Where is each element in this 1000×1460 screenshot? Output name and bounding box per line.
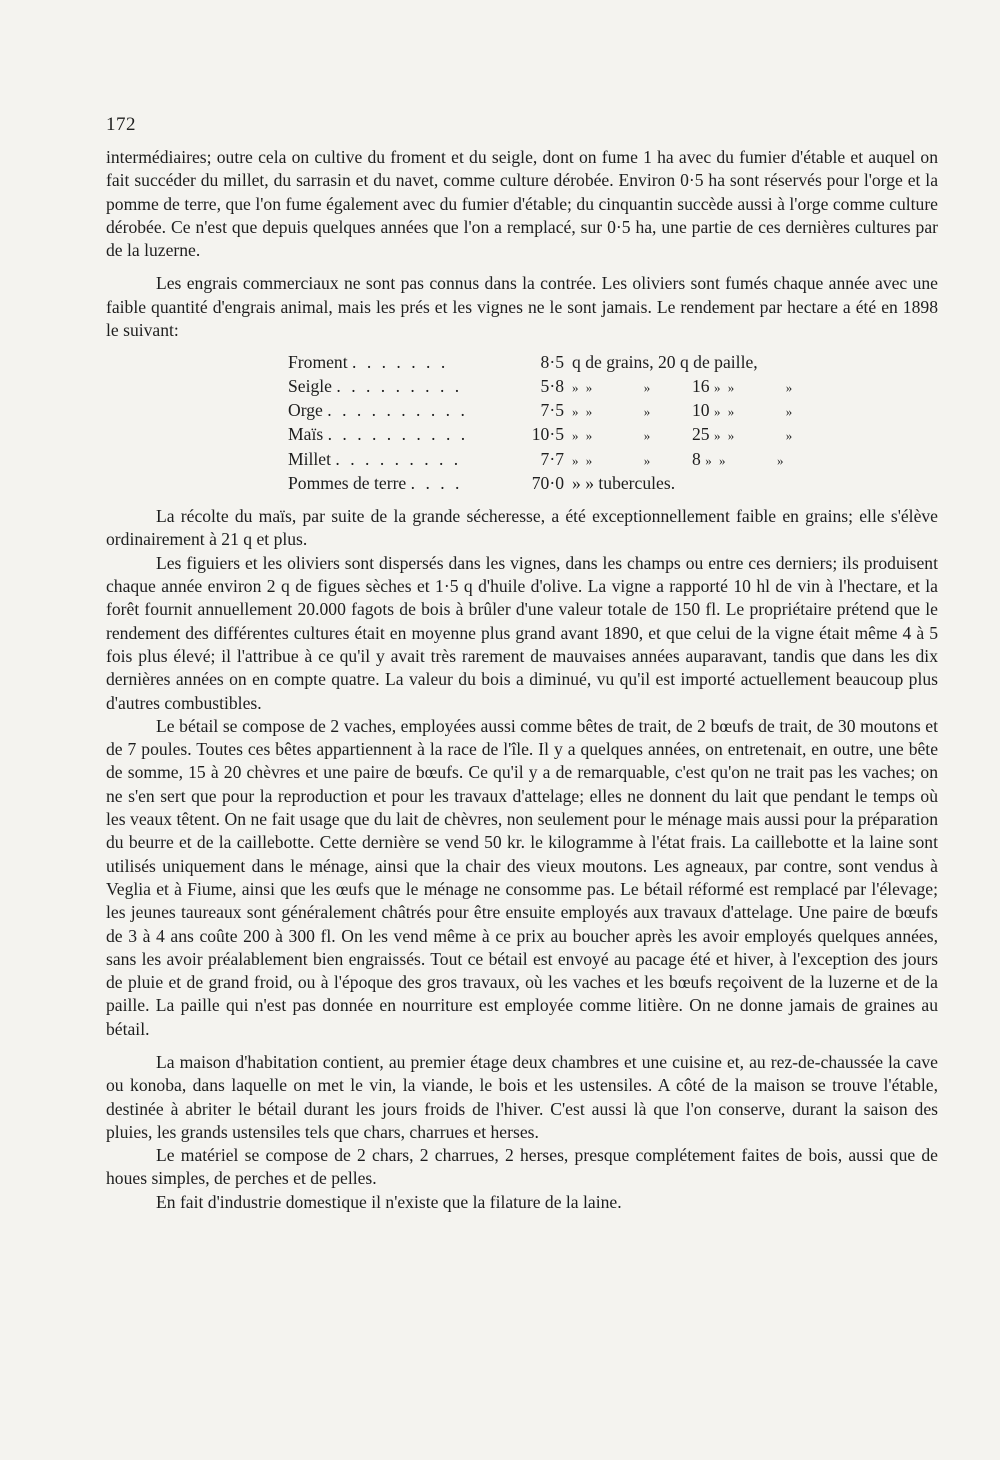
body-text	[106, 146, 938, 1214]
dot-leader: . . . . . . . . .	[335, 448, 462, 469]
yield-description: q de grains, 20 q de paille,	[572, 352, 758, 373]
crop-name: Maïs	[288, 424, 324, 445]
paragraph-fertilizers: Les engrais commerciaux ne sont pas connus dans la contrée. Les oliviers sont fumés chaque année avec une faible quantité d'engrais animal, mais les prés et les vignes ne le sont jamais. Le rendement par hectare a été en 1898 le suivant:	[106, 273, 938, 341]
ditto-mark: »	[643, 403, 651, 419]
ditto-mark: » »	[714, 403, 737, 419]
crop-name: Froment	[288, 352, 348, 373]
yield-amount: 5·8	[540, 375, 564, 396]
straw-amount: 16	[692, 375, 710, 396]
dot-leader: . . . .	[410, 472, 463, 493]
paragraph-livestock: Le bétail se compose de 2 vaches, employées aussi comme bêtes de trait, de 2 bœufs de trait, de 30 moutons et de 7 poules. Toutes ces bêtes appartiennent à la race de l'île. Il y a quelques années, on entretenait, en outre, une bête de somme, 15 à 20 chèvres et une paire de bœufs. Ce qu'il y a de remarquable, c'est qu'on ne trait pas les vaches; on ne s'en sert que pour la reproduction et pour les travaux d'attelage; elles ne donnent du lait que pendant le temps où les veaux têtent. On ne fait usage que du lait de chèvres, non seulement pour le ménage mais aussi pour la préparation du beurre et de la caillebotte. Cette dernière se vend 50 kr. le kilogramme à l'état frais. La caillebotte et la laine sont utilisés uniquement dans le ménage, ainsi que la chair des vieux moutons. Les agneaux, par contre, sont vendus à Veglia et à Fiume, ainsi que les œufs que le ménage ne consomme pas. Le bétail réformé est remplacé par l'élevage; les jeunes taureaux sont généralement châtrés pour être ensuite employés aux travaux d'attelage. Une paire de bœufs de 3 à 4 ans coûte 200 à 300 fl. On les vend même à ce prix au boucher après les avoir employés quelques années, sans les avoir préalablement bien engraissés. Tout ce bétail est envoyé au pacage été et hiver, à l'exception des jours de pluie et de grand froid, ou à l'époque des gros travaux, où les vaches et les bœufs reçoivent de la luzerne et de la paille. La paille qui n'est pas donnée en nourriture est employée comme litière. On ne donne jamais de graines au bétail.	[106, 715, 938, 1039]
ditto-mark: »	[785, 403, 793, 419]
ditto-mark: » »	[714, 379, 737, 395]
yield-description: » » tubercules.	[572, 472, 676, 493]
crop-name: Millet	[288, 448, 332, 469]
paragraph-continuation: intermédiaires; outre cela on cultive du froment et du seigle, dont on fume 1 ha avec du fumier d'étable et auquel on fait succéder du millet, du sarrasin et du navet, comme culture dérobée. Environ 0·5 ha sont réservés pour l'orge et la pomme de terre, que l'on fume également avec du fumier d'étable; du cinquantin succède aussi à l'orge comme culture dérobée. Ce n'est que depuis quelques années que l'on a remplacé, sur 0·5 ha, une partie de ces dernières cultures par de la luzerne.	[106, 147, 938, 261]
crop-name: Seigle	[288, 375, 332, 396]
ditto-mark: »	[643, 452, 651, 468]
table-row	[288, 472, 834, 495]
ditto-mark: » »	[714, 428, 737, 444]
ditto-mark: »	[785, 428, 793, 444]
ditto-mark: »	[776, 452, 784, 468]
yield-amount: 7·5	[540, 399, 564, 420]
dot-leader: . . . . . . .	[352, 352, 449, 373]
table-row	[288, 423, 834, 447]
yields-table	[288, 351, 834, 495]
ditto-mark: » »	[572, 428, 595, 444]
paragraph-home-industry: En fait d'industrie domestique il n'existe que la filature de la laine.	[156, 1191, 622, 1212]
table-row	[288, 351, 834, 374]
crop-name: Pommes de terre	[288, 472, 407, 493]
yield-amount: 8·5	[540, 352, 564, 373]
yield-amount: 7·7	[540, 448, 564, 469]
ditto-mark: » »	[572, 379, 595, 395]
yield-amount: 70·0	[531, 472, 564, 493]
paragraph-dwelling: La maison d'habitation contient, au premier étage deux chambres et une cuisine et, au rez-de-chaussée la cave ou konoba, dans laquelle on met le vin, la viande, le bois et les ustensiles. A côté de la maison se trouve l'étable, destinée à abriter le bétail durant les jours froids de l'hiver. C'est aussi là que l'on conserve, durant la saison des pluies, les grands ustensiles tels que chars, charrues et herses.	[106, 1051, 938, 1142]
paragraph-figs-olives: Les figuiers et les oliviers sont dispersés dans les vignes, dans les champs ou entre ces derniers; ils produisent chaque année environ 2 q de figues sèches et 1·5 q d'huile d'olive. La vigne a rapporté 10 hl de vin à l'hectare, et la forêt fournit annuellement 20.000 fagots de bois à brûler d'une valeur totale de 150 fl. Le propriétaire prétend que le rendement des différentes cultures était en moyenne plus grand avant 1890, et que celui de la vigne était même 4 à 5 fois plus élevé; il l'attribue à ce qu'il y avait très rarement de mauvaises années auparavant, tandis que dans les dix dernières années on en compte quatre. La valeur du bois a diminué, vu qu'il est importé actuellement beaucoup plus d'autres combustibles.	[106, 552, 938, 713]
ditto-mark: » »	[705, 452, 728, 468]
straw-amount: 10	[692, 399, 710, 420]
crop-name: Orge	[288, 399, 323, 420]
dot-leader: . . . . . . . . . .	[327, 399, 468, 420]
ditto-mark: »	[643, 379, 651, 395]
ditto-mark: » »	[572, 403, 595, 419]
ditto-mark: »	[643, 428, 651, 444]
straw-amount: 8	[692, 448, 701, 469]
table-row	[288, 399, 834, 423]
dot-leader: . . . . . . . . . .	[327, 424, 469, 445]
paragraph-maize-harvest: La récolte du maïs, par suite de la grande sécheresse, a été exceptionnellement faible en grains; elle s'élève ordinairement à 21 q et plus.	[106, 506, 938, 550]
table-row	[288, 448, 834, 472]
yield-amount: 10·5	[531, 424, 564, 445]
table-row	[288, 375, 834, 399]
ditto-mark: » »	[572, 452, 595, 468]
ditto-mark: »	[785, 379, 793, 395]
straw-amount: 25	[692, 424, 710, 445]
dot-leader: . . . . . . . . .	[336, 375, 463, 396]
page-number: 172	[106, 114, 136, 135]
paragraph-equipment: Le matériel se compose de 2 chars, 2 charrues, 2 herses, presque complétement faites de bois, aussi que de houes simples, de perches et de pelles.	[106, 1145, 938, 1189]
